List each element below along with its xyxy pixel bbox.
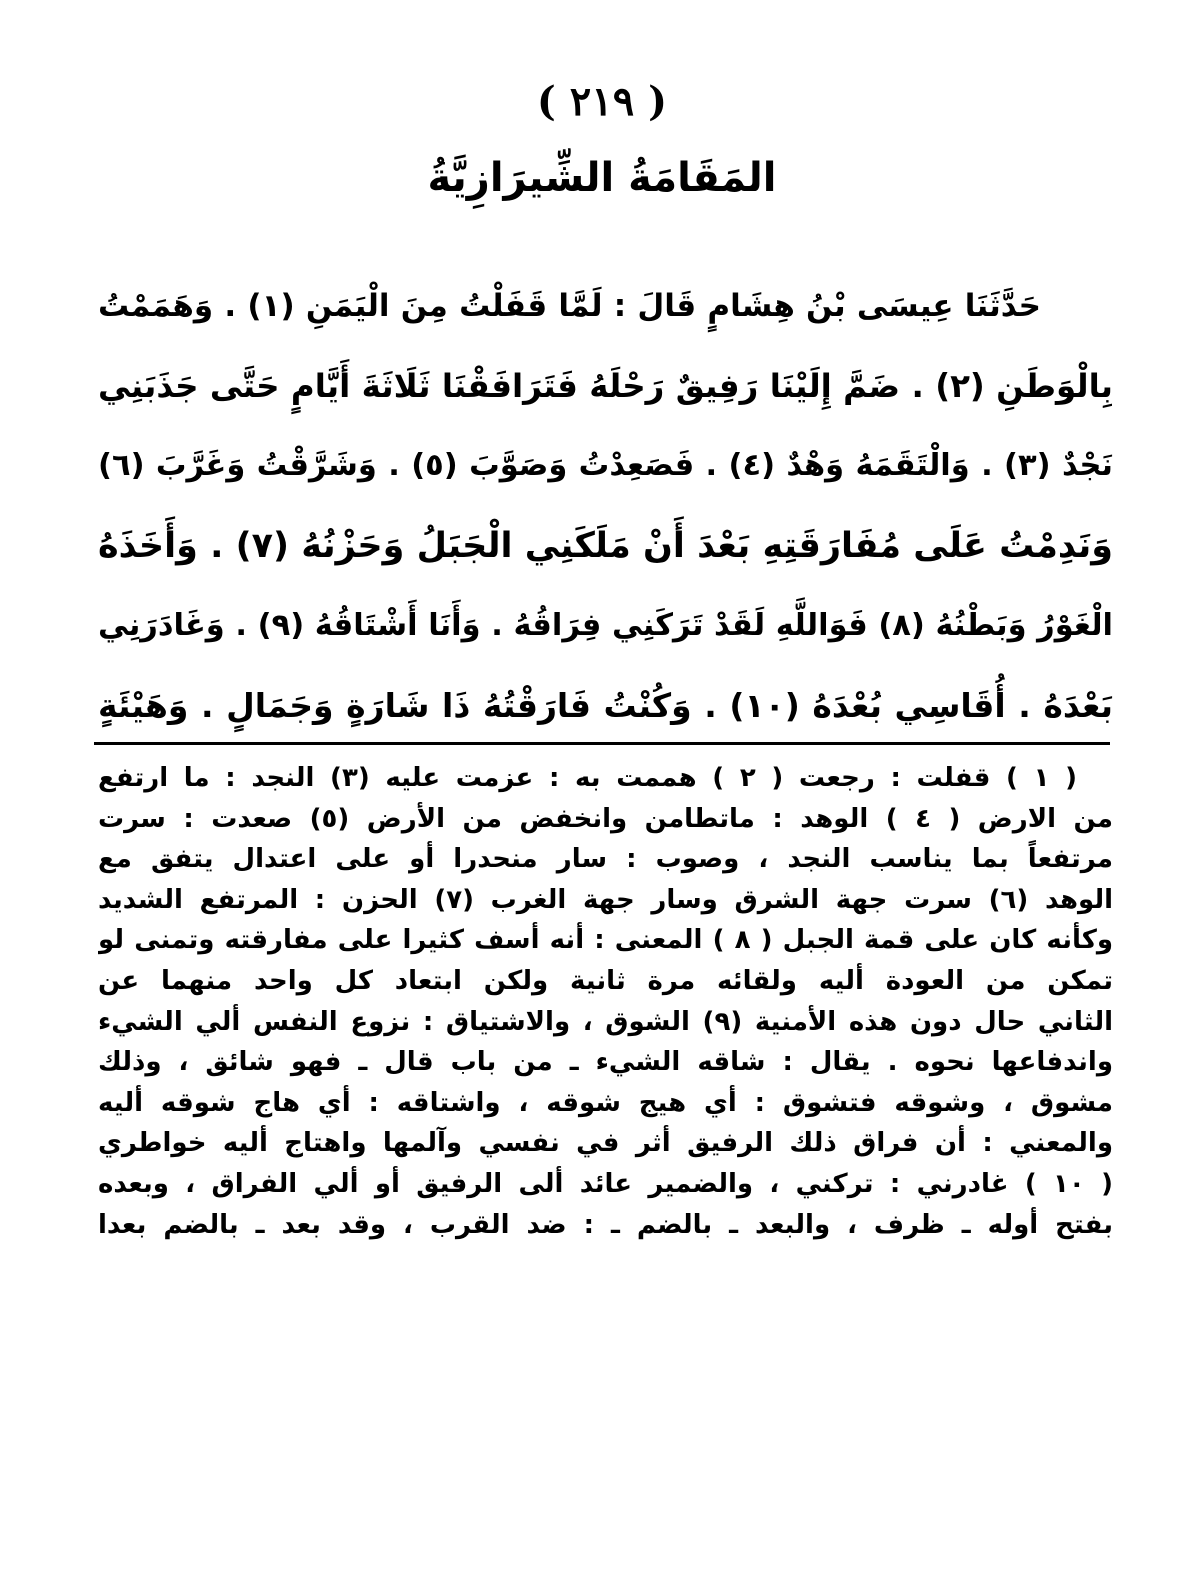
main-text-line: نَجْدٌ (٣) . وَالْتَقَمَهُ وَهْدٌ (٤) . فَصَعِدْتُ وَصَوَّبَ (٥) . وَشَرَّقْتُ وَغَرَّبَ (٦) — [98, 448, 1113, 483]
footnote-line: ( ١ ) قفلت : رجعت ( ٢ ) هممت به : عزمت عليه (٣) النجد : ما ارتفع — [98, 763, 1078, 793]
main-text-line: بِالْوَطَنِ (٢) . ضَمَّ إِلَيْنَا رَفِيقٌ رَحْلَهُ فَتَرَافَقْنَا ثَلَاثَةَ أَيَّامٍ حَتَّى جَذَبَنِي — [98, 367, 1113, 405]
footnote-line: وكأنه كان على قمة الجبل ( ٨ ) المعنى : أنه أسف كثيرا على مفارقته وتمنى لو — [98, 925, 1113, 956]
main-text-block — [98, 266, 1113, 746]
main-text-line: الْغَوْرُ وَبَطْنُهُ (٨) فَوَاللَّهِ لَقَدْ تَرَكَنِي فِرَاقُهُ . وَأَنَا أَشْتَاقُهُ (٩) . وَغَادَرَنِي — [98, 608, 1113, 643]
footnote-line: من الارض ( ٤ ) الوهد : ماتطامن وانخفض من الأرض (٥) صعدت : سرت — [98, 803, 1113, 834]
page-number: ( ٢١٩ ) — [536, 78, 668, 125]
main-text-line: وَنَدِمْتُ عَلَى مُفَارَقَتِهِ بَعْدَ أَنْ مَلَكَنِي الْجَبَلُ وَحَزْنُهُ (٧) . وَأَخَذَهُ — [98, 526, 1113, 566]
main-text-line: بَعْدَهُ . أُقَاسِي بُعْدَهُ (١٠) . وَكُنْتُ فَارَقْتُهُ ذَا شَارَةٍ وَجَمَالٍ . وَهَيْئَةٍ — [98, 686, 1113, 725]
page-title: المَقَامَةُ الشِّيرَازِيَّةُ — [427, 155, 777, 201]
footnote-line: مشوق ، وشوقه فتشوق : أي هيج شوقه ، واشتاقه : أي هاج شوقه أليه — [98, 1087, 1113, 1118]
footnote-line: الثاني حال دون هذه الأمنية (٩) الشوق ، والاشتياق : نزوع النفس ألي الشيء — [98, 1006, 1113, 1037]
footnote-line: مرتفعاً بما يناسب النجد ، وصوب : سار منحدرا أو على اعتدال يتفق مع — [98, 844, 1113, 875]
footnote-line: ( ١٠ ) غادرني : تركني ، والضمير عائد ألى الرفيق أو ألي الفراق ، وبعده — [98, 1168, 1113, 1199]
footnote-line: الوهد (٦) سرت جهة الشرق وسار جهة الغرب (٧) الحزن : المرتفع الشديد — [98, 884, 1113, 915]
footnote-line: بفتح أوله ـ ظرف ، والبعد ـ بالضم ـ : ضد القرب ، وقد بعد ـ بالضم بعدا — [98, 1209, 1113, 1240]
main-text-line: حَدَّثَنَا عِيسَى بْنُ هِشَامٍ قَالَ : لَمَّا قَفَلْتُ مِنَ الْيَمَنِ (١) . وَهَمَمْتُ — [98, 288, 1041, 324]
footnote-separator — [94, 742, 1110, 745]
footnote-line: والمعني : أن فراق ذلك الرفيق أثر في نفسي وآلمها واهتاج أليه خواطري — [98, 1128, 1113, 1159]
footnote-line: تمكن من العودة أليه ولقائه مرة ثانية ولكن ابتعاد كل واحد منهما عن — [98, 965, 1113, 996]
footnotes-block — [98, 758, 1113, 1245]
footnote-line: واندفاعها نحوه . يقال : شاقه الشيء ـ من باب قال ـ فهو شائق ، وذلك — [98, 1047, 1113, 1078]
